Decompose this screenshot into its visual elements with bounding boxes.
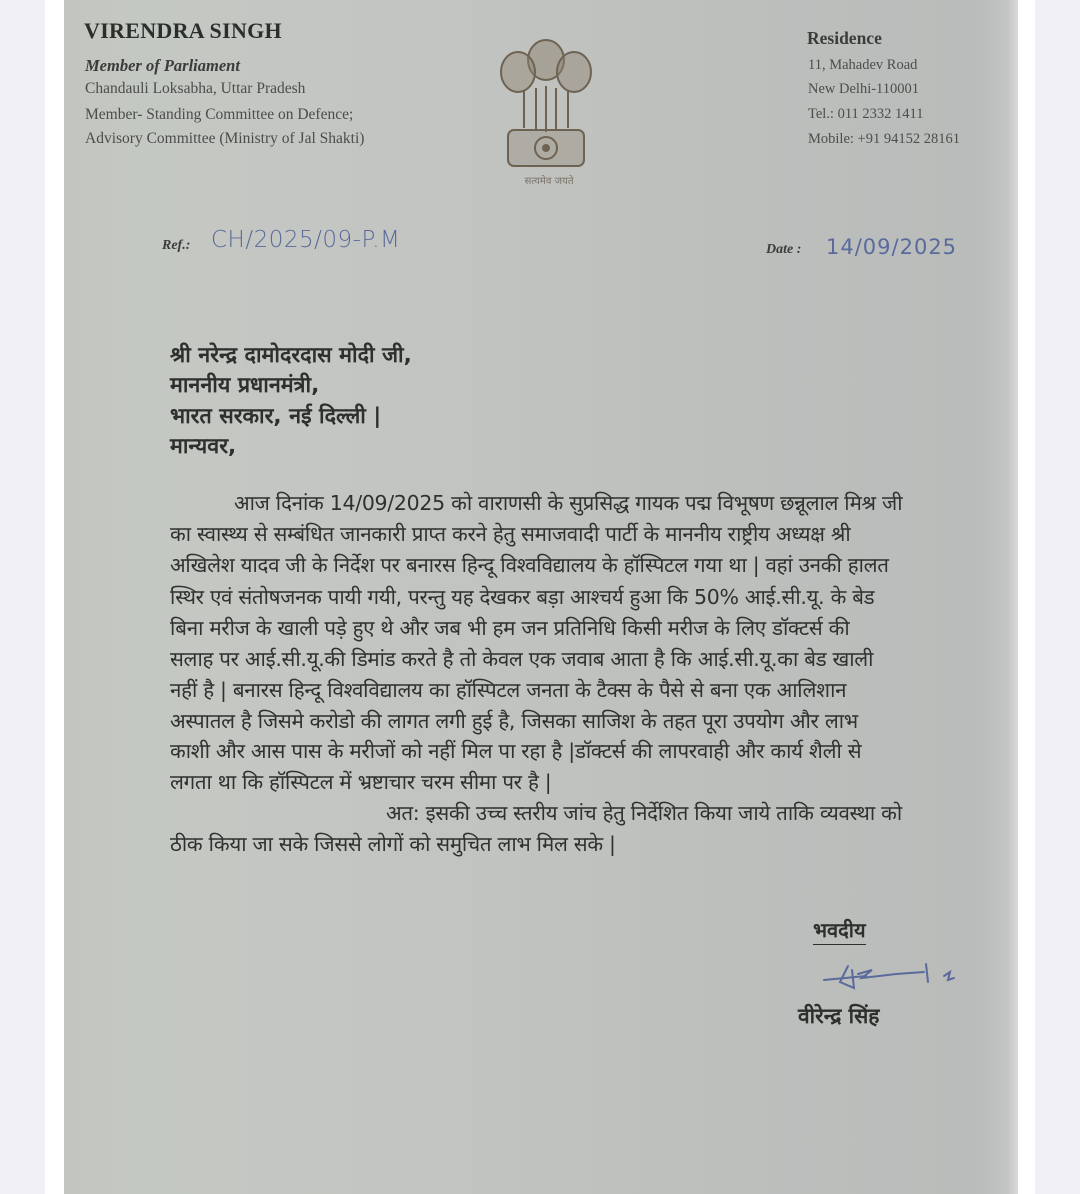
body-line: का स्वास्थ्य से सम्बंधित जानकारी प्राप्त करने हेतु समाजवादी पार्टी के माननीय राष्ट्रीय अध्यक्ष श्री: [170, 522, 851, 546]
addressee-line-3: भारत सरकार, नई दिल्ली |: [170, 404, 382, 429]
body-line: ठीक किया जा सके जिससे लोगों को समुचित लाभ मिल सके |: [170, 832, 616, 856]
residence-tel: Tel.: 011 2332 1411: [808, 106, 924, 122]
viewer-margin-left: [45, 0, 65, 1194]
residence-address-2: New Delhi-110001: [808, 81, 920, 97]
addressee-line-1: श्री नरेन्द्र दामोदरदास मोदी जी,: [170, 343, 412, 368]
ref-label: Ref.:: [162, 238, 191, 253]
national-emblem-icon: [494, 20, 599, 195]
letter-page: [64, 0, 1018, 1194]
body-line: नहीं है | बनारस हिन्दू विश्वविद्यालय का हॉस्पिटल जनता के टैक्स के पैसे से बना एक आलिशान: [170, 678, 847, 702]
letterhead-name: VIRENDRA SINGH: [84, 18, 282, 43]
signer-name: वीरेन्द्र सिंह: [798, 1004, 880, 1028]
letterhead-constituency: Chandauli Loksabha, Uttar Pradesh: [85, 80, 306, 97]
addressee-line-2: माननीय प्रधानमंत्री,: [170, 373, 320, 398]
residence-mobile: Mobile: +91 94152 28161: [808, 131, 960, 147]
date-value: 14/09/2025: [826, 235, 958, 259]
date-label: Date :: [766, 242, 802, 257]
emblem-caption: सत्यमेव जयते: [524, 176, 574, 187]
residence-address-1: 11, Mahadev Road: [808, 57, 918, 73]
body-line: अत: इसकी उच्च स्तरीय जांच हेतु निर्देशित किया जाये ताकि व्यवस्था को: [386, 801, 902, 825]
salutation: मान्यवर,: [170, 434, 237, 459]
signature-icon: [814, 958, 974, 998]
body-line: लगता था कि हॉस्पिटल में भ्रष्टाचार चरम सीमा पर है |: [170, 770, 552, 794]
valediction: भवदीय: [813, 916, 866, 945]
body-line: अस्पातल है जिसमे करोडो की लागत लगी हुई है, जिसका साजिश के तहत पूरा उपयोग और लाभ: [170, 709, 858, 733]
body-line: आज दिनांक 14/09/2025 को वाराणसी के सुप्रसिद्ध गायक पद्म विभूषण छन्नूलाल मिश्र जी: [234, 491, 903, 515]
ref-value: CH/2025/09-P.M: [211, 227, 401, 253]
letterhead-committee-1: Member- Standing Committee on Defence;: [85, 106, 354, 123]
viewer-margin-right: [1018, 0, 1035, 1194]
body-line: काशी और आस पास के मरीजों को नहीं मिल पा रहा है |डॉक्टर्स की लापरवाही और कार्य शैली से: [170, 739, 862, 763]
body-line: अखिलेश यादव जी के निर्देश पर बनारस हिन्दू विश्वविद्यालय के हॉस्पिटल गया था | वहां उनकी हालत: [170, 553, 889, 577]
body-line: स्थिर एवं संतोषजनक पायी गयी, परन्तु यह देखकर बड़ा आश्चर्य हुआ कि 50% आई.सी.यू. के बेड: [170, 585, 875, 609]
letterhead-committee-2: Advisory Committee (Ministry of Jal Shakti): [85, 130, 365, 147]
body-line: सलाह पर आई.सी.यू.की डिमांड करते है तो केवल एक जवाब आता है कि आई.सी.यू.का बेड खाली: [170, 647, 874, 671]
residence-title: Residence: [807, 28, 882, 48]
body-line: बिना मरीज के खाली पड़े हुए थे और जब भी हम जन प्रतिनिधि किसी मरीज के लिए डॉक्टर्स की: [170, 616, 850, 640]
letterhead-role: Member of Parliament: [85, 56, 240, 75]
